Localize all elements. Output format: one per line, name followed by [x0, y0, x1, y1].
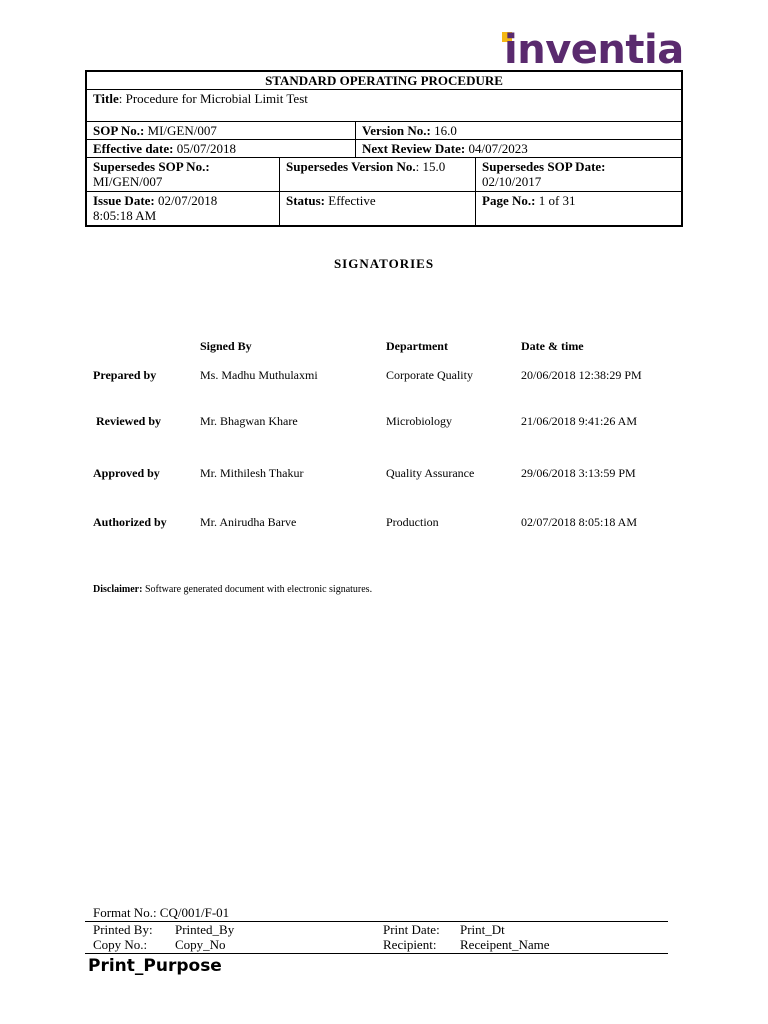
supersedes-version-value: : 15.0	[415, 159, 446, 174]
issue-row	[87, 191, 681, 225]
disclaimer	[93, 584, 372, 595]
status-cell	[279, 192, 475, 225]
company-logo	[502, 26, 682, 74]
issue-time-value: 8:05:18 AM	[93, 208, 157, 223]
supersedes-row	[87, 157, 681, 191]
supersedes-version-cell	[279, 158, 475, 191]
signatory-datetime: 21/06/2018 9:41:26 AM	[521, 414, 638, 428]
supersedes-sop-cell	[87, 158, 279, 191]
issue-date-value: 02/07/2018	[154, 193, 218, 208]
status-label: Status:	[286, 193, 326, 208]
signatory-datetime: 02/07/2018 8:05:18 AM	[521, 515, 638, 529]
signatories-heading: SIGNATORIES	[333, 256, 435, 271]
signatory-name: Mr. Mithilesh Thakur	[200, 466, 304, 480]
status-value: Effective	[325, 193, 376, 208]
column-header-signed-by: Signed By	[200, 339, 252, 353]
page-no-value: 1 of 31	[535, 193, 576, 208]
recipient-label: Recipient:	[383, 937, 437, 952]
page-no-cell	[475, 192, 681, 225]
next-review-cell	[355, 140, 681, 157]
effective-row	[87, 139, 681, 157]
sop-no-cell	[87, 122, 355, 139]
signatory-row	[0, 368, 768, 384]
sop-no-value: MI/GEN/007	[144, 123, 217, 138]
page-no-label: Page No.:	[482, 193, 536, 208]
signatory-department: Quality Assurance	[386, 466, 475, 480]
copy-no-value: Copy_No	[175, 937, 226, 952]
print-purpose: Print_Purpose	[88, 956, 222, 976]
supersedes-date-label: Supersedes SOP Date:	[482, 159, 606, 174]
column-header-department: Department	[386, 339, 448, 353]
version-cell	[355, 122, 681, 139]
signatory-datetime: 20/06/2018 12:38:29 PM	[521, 368, 642, 382]
next-review-label: Next Review Date:	[362, 141, 466, 156]
sop-no-label: SOP No.:	[93, 123, 145, 138]
format-number: Format No.: CQ/001/F-01	[93, 905, 230, 920]
signatory-row	[0, 515, 768, 531]
recipient-value: Receipent_Name	[460, 937, 550, 952]
logo-text: inventia	[504, 27, 684, 73]
signatory-department: Production	[386, 515, 439, 529]
printed-by-value: Printed_By	[175, 922, 235, 937]
version-value: 16.0	[430, 123, 457, 138]
effective-label: Effective date:	[93, 141, 174, 156]
sop-heading: STANDARD OPERATING PROCEDURE	[265, 73, 503, 88]
effective-cell	[87, 140, 355, 157]
signatory-row	[0, 466, 768, 482]
issue-date-label: Issue Date:	[93, 193, 155, 208]
signatory-department: Microbiology	[386, 414, 452, 428]
sop-number-row	[87, 121, 681, 139]
supersedes-date-cell	[475, 158, 681, 191]
signatory-datetime: 29/06/2018 3:13:59 PM	[521, 466, 636, 480]
supersedes-sop-label: Supersedes SOP No.:	[93, 159, 210, 174]
signatory-name: Ms. Madhu Muthulaxmi	[200, 368, 318, 382]
supersedes-version-label: Supersedes Version No.	[286, 159, 416, 174]
next-review-value: 04/07/2023	[465, 141, 528, 156]
disclaimer-label: Disclaimer:	[93, 584, 143, 595]
signatory-role: Reviewed by	[96, 414, 161, 428]
signatory-row	[0, 414, 768, 430]
copy-no-label: Copy No.:	[93, 937, 148, 952]
sop-heading-row	[87, 72, 681, 89]
column-header-datetime: Date & time	[521, 339, 584, 353]
effective-value: 05/07/2018	[173, 141, 236, 156]
signatory-role: Prepared by	[93, 368, 157, 382]
signatory-department: Corporate Quality	[386, 368, 473, 382]
printed-by-label: Printed By:	[93, 922, 153, 937]
title-value: : Procedure for Microbial Limit Test	[118, 91, 308, 106]
title-label: Title	[93, 91, 119, 106]
supersedes-sop-value: MI/GEN/007	[93, 174, 163, 189]
print-date-value: Print_Dt	[460, 922, 505, 937]
sop-header-table	[85, 70, 683, 227]
signatory-name: Mr. Anirudha Barve	[200, 515, 297, 529]
title-row	[87, 89, 681, 121]
title-cell	[87, 90, 681, 121]
footer-divider	[85, 953, 668, 954]
signatory-role: Authorized by	[93, 515, 167, 529]
issue-date-cell	[87, 192, 279, 225]
supersedes-date-value: 02/10/2017	[482, 174, 542, 189]
disclaimer-text: Software generated document with electronic signatures.	[142, 584, 373, 595]
signatory-role: Approved by	[93, 466, 160, 480]
version-label: Version No.:	[362, 123, 431, 138]
footer-divider	[85, 921, 668, 922]
print-date-label: Print Date:	[383, 922, 440, 937]
signatory-name: Mr. Bhagwan Khare	[200, 414, 298, 428]
